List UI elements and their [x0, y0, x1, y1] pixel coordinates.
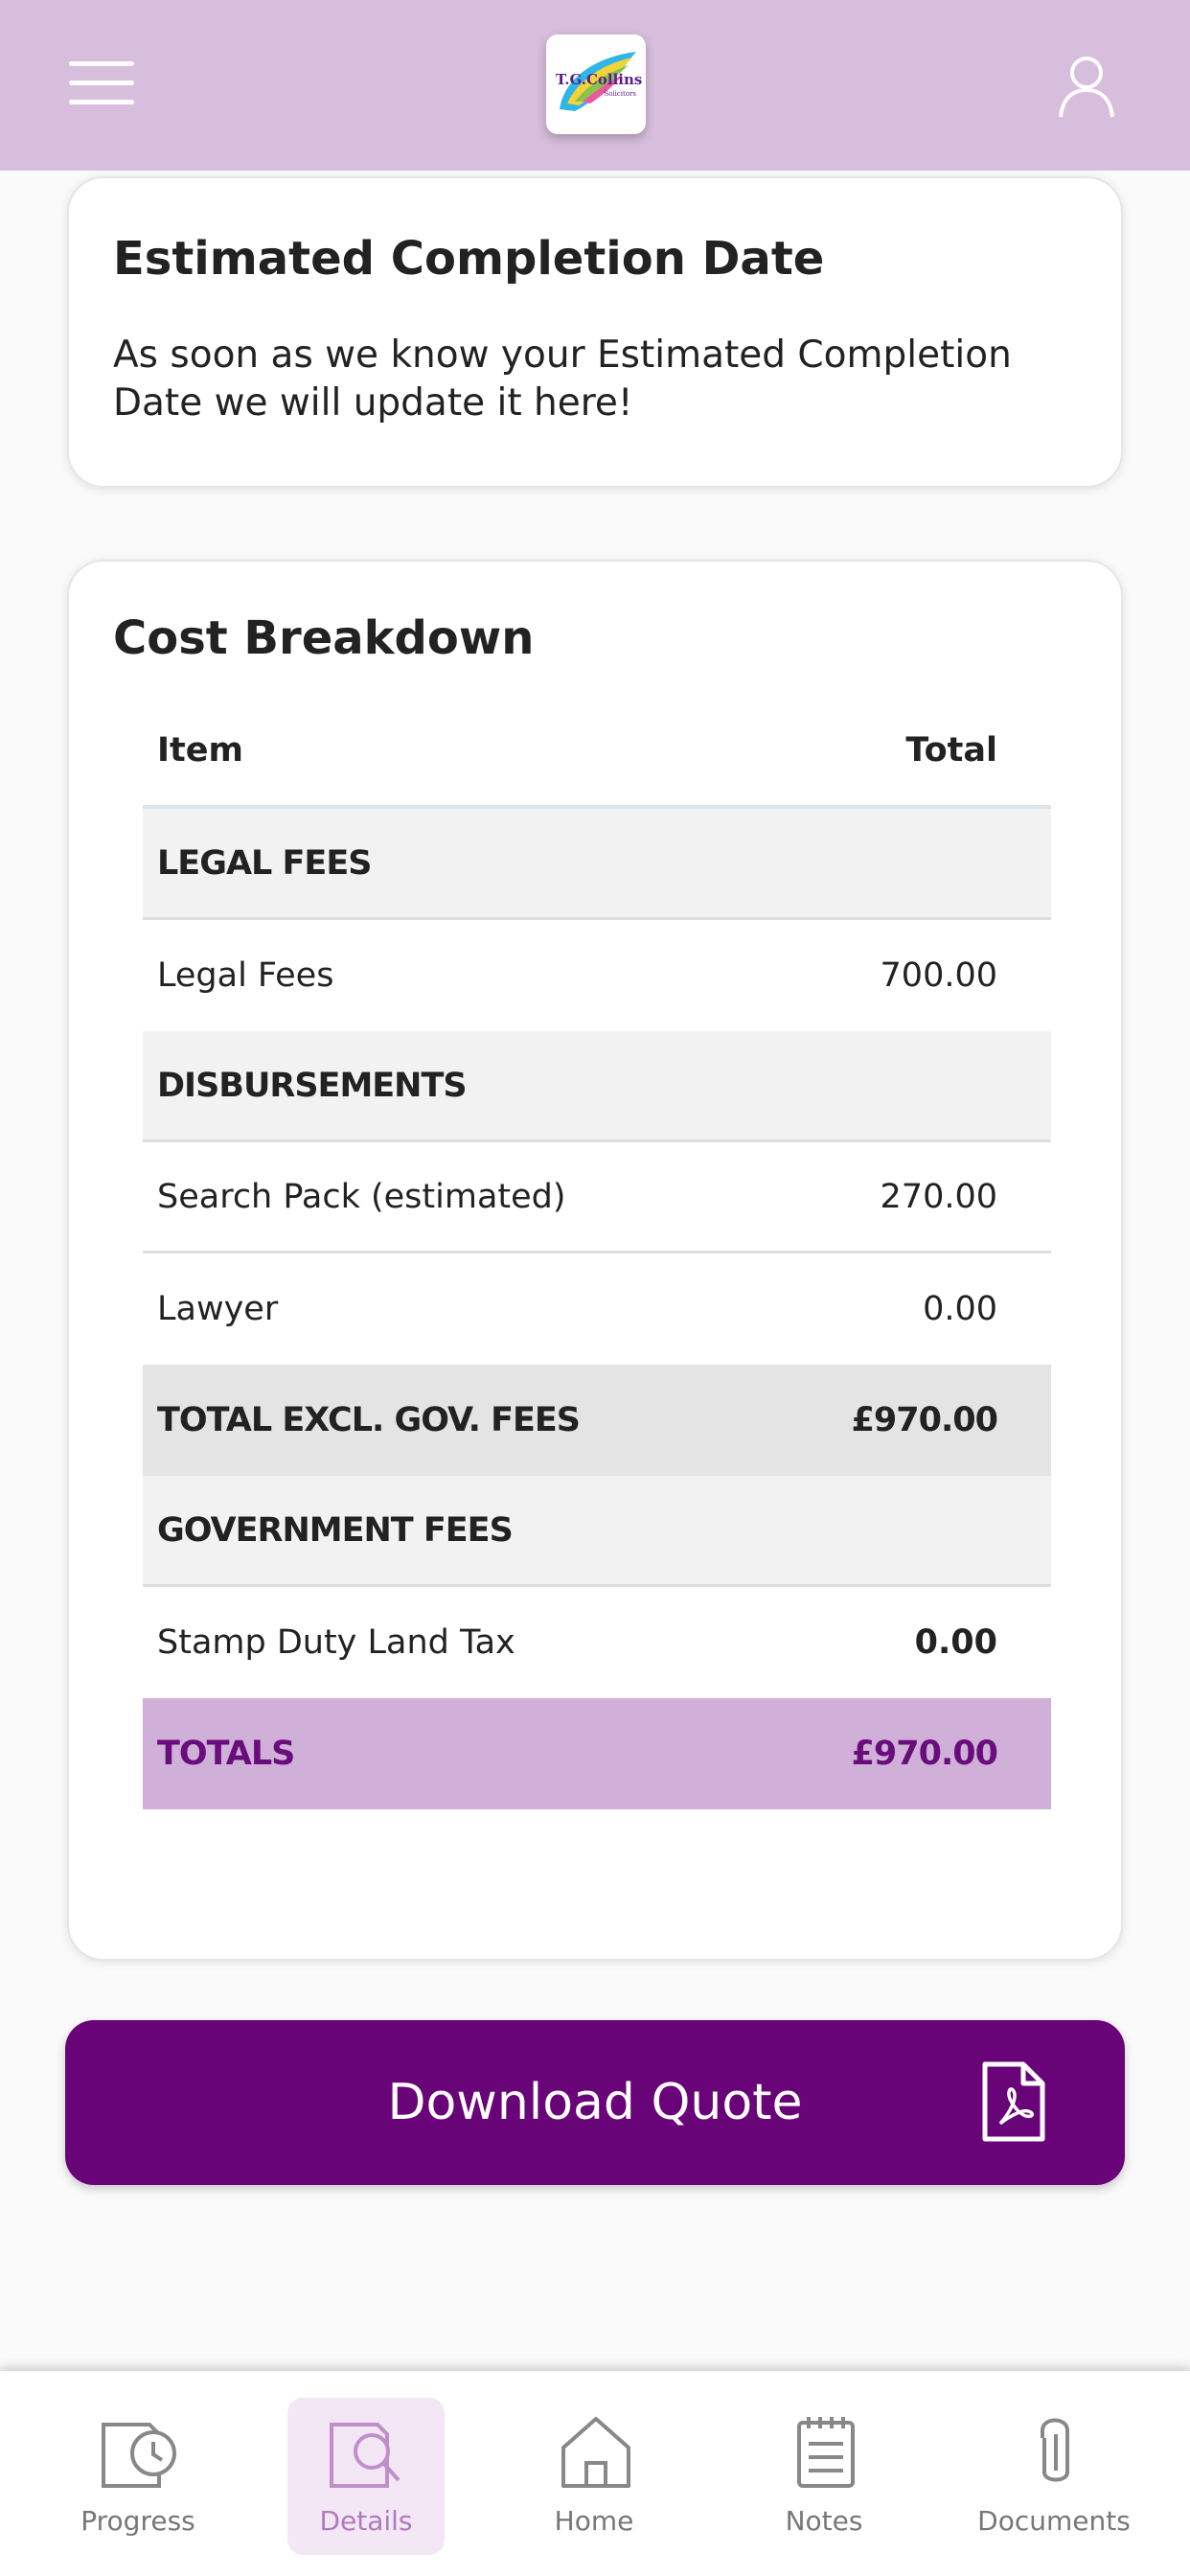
row-total: 0.00: [923, 1290, 997, 1328]
table-header: [143, 696, 1051, 809]
row-item: DISBURSEMENTS: [157, 1066, 467, 1105]
row-item: Search Pack (estimated): [157, 1177, 566, 1216]
table-row: [143, 920, 1051, 1031]
hamburger-menu-icon[interactable]: [69, 61, 134, 105]
row-item: Stamp Duty Land Tax: [157, 1623, 515, 1662]
cost-table: [143, 696, 1051, 1809]
bottom-nav: [0, 2371, 1190, 2576]
header-item: Item: [157, 731, 243, 770]
row-total: 270.00: [880, 1177, 997, 1216]
table-row: [143, 1254, 1051, 1365]
download-quote-label: Download Quote: [387, 2074, 803, 2131]
document-search-icon: [326, 2409, 410, 2494]
document-clock-icon: [98, 2409, 182, 2494]
completion-date-text: As soon as we know your Estimated Completion Date we will update it here!: [113, 334, 1012, 425]
cost-breakdown-title: Cost Breakdown: [113, 611, 535, 665]
table-row-totals: [143, 1698, 1051, 1809]
table-row-section: [143, 1476, 1051, 1587]
company-logo[interactable]: [546, 34, 646, 134]
app-header: [0, 0, 1190, 171]
nav-item-progress[interactable]: [59, 2398, 217, 2555]
nav-label: Details: [319, 2505, 413, 2537]
row-total: 700.00: [880, 956, 997, 995]
row-total: £970.00: [851, 1401, 997, 1439]
table-row-subtotal: [143, 1365, 1051, 1476]
completion-date-title: Estimated Completion Date: [113, 232, 825, 286]
completion-date-card: [67, 176, 1123, 488]
row-total: 0.00: [914, 1623, 997, 1662]
table-row-section: [143, 1031, 1051, 1142]
user-icon[interactable]: [1058, 56, 1115, 119]
table-row-section: [143, 809, 1051, 920]
logo-subtext: Solicitors: [604, 90, 636, 98]
nav-label: Documents: [977, 2505, 1131, 2537]
nav-item-details[interactable]: [287, 2398, 445, 2555]
row-item: Legal Fees: [157, 956, 334, 995]
cost-breakdown-card: [67, 560, 1123, 1961]
nav-label: Progress: [80, 2505, 195, 2537]
row-item: GOVERNMENT FEES: [157, 1510, 513, 1550]
nav-item-documents[interactable]: [975, 2398, 1133, 2555]
row-item: TOTAL EXCL. GOV. FEES: [157, 1401, 581, 1439]
paperclip-icon: [1014, 2409, 1098, 2494]
row-item: LEGAL FEES: [157, 843, 372, 883]
row-item: Lawyer: [157, 1290, 279, 1328]
row-total: £970.00: [851, 1735, 997, 1773]
table-row: [143, 1587, 1051, 1698]
row-item: TOTALS: [157, 1735, 295, 1773]
header-total: Total: [905, 731, 997, 770]
notepad-icon: [784, 2409, 868, 2494]
nav-item-notes[interactable]: [745, 2398, 903, 2555]
home-icon: [554, 2409, 638, 2494]
pdf-file-icon: [981, 2060, 1046, 2143]
download-quote-button[interactable]: [65, 2020, 1125, 2185]
nav-label: Notes: [785, 2505, 863, 2537]
nav-item-home[interactable]: [515, 2398, 673, 2555]
nav-label: Home: [554, 2505, 634, 2537]
logo-text: T.G.Collins: [556, 71, 643, 88]
table-row: [143, 1142, 1051, 1254]
